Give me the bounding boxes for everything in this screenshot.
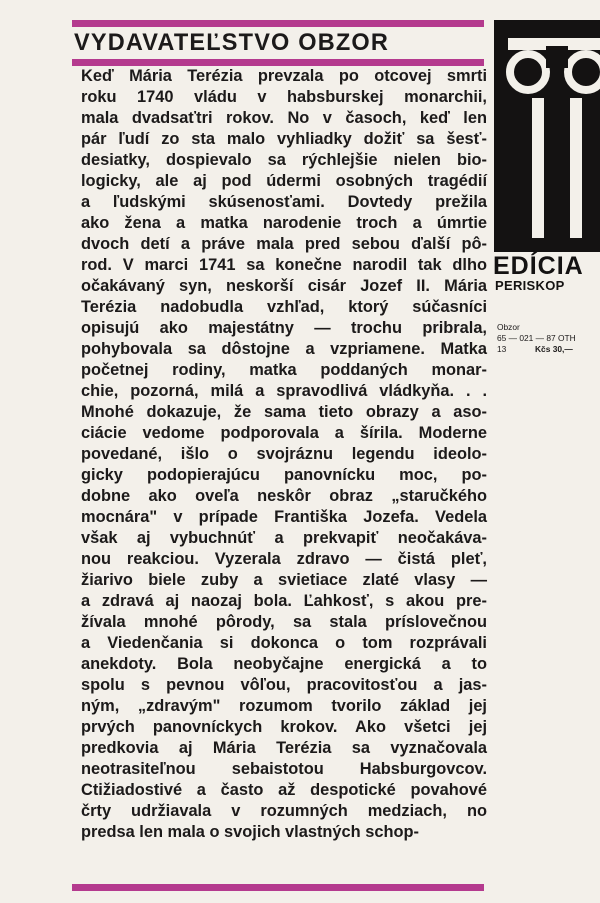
text-line: Keď Mária Terézia prevzala po otcovej smrti <box>81 67 487 85</box>
catalog-number: 13 <box>497 344 507 354</box>
text-line: pár ľudí zo sta malo vyhliadky dožiť sa šesť- <box>81 130 487 148</box>
text-line: pohybovala sa dôstojne a vzpriamene. Matka <box>81 340 487 358</box>
text-line: črty udržiavala v rozumných medziach, no <box>81 802 487 820</box>
text-line: početnej rodiny, matka poddaných monar- <box>81 361 487 379</box>
text-line: neotrasiteľnou sebaistotou Habsburgovcov. <box>81 760 487 778</box>
text-line: ným, „zdravým" rozumom tvorilo základ jej <box>81 697 487 715</box>
text-line: nou reakciou. Vyzerala zdravo — čistá pleť, <box>81 550 487 568</box>
text-line: však aj vybuchnúť a prekvapiť neočakáva- <box>81 529 487 547</box>
text-line: spolu s pevnou vôľou, pracovitosťou a jas- <box>81 676 487 694</box>
bottom-rule <box>72 884 484 891</box>
logo-right-volute <box>568 54 600 90</box>
catalog-price: Kčs 30,— <box>535 344 573 354</box>
text-line: opisujú ako majestátny — trochu pribrala, <box>81 319 487 337</box>
publisher-title: VYDAVATEĽSTVO OBZOR <box>74 29 390 56</box>
text-line: očakávaný syn, neskorší cisár Jozef II. Mária <box>81 277 487 295</box>
series-name-label: PERISKOP <box>495 278 565 293</box>
text-line: chie, pozorná, milá a spravodlivá vládkyňa. . . <box>81 382 487 400</box>
series-edition-label: EDÍCIA <box>493 252 584 280</box>
column-icon <box>494 20 600 252</box>
text-line: Ctižiadostivé a často až despotické povahové <box>81 781 487 799</box>
catalog-info <box>497 322 600 355</box>
catalog-publisher: Obzor <box>497 322 520 332</box>
text-line: gicky podopierajúcu panovnícku moc, po- <box>81 466 487 484</box>
logo-capital-gap <box>546 46 568 68</box>
text-line: rod. V marci 1741 sa konečne narodil tak dlho <box>81 256 487 274</box>
text-line: dobne ako oveľa neskôr obraz „staručkého <box>81 487 487 505</box>
text-line: logicky, ale aj pod údermi osobných tragédií <box>81 172 487 190</box>
text-line: Terézia nadobudla vzhľad, ktorý súčasníci <box>81 298 487 316</box>
text-line: žiarivo biele zuby a svietiace zlaté vlasy — <box>81 571 487 589</box>
text-line: desiatky, dospievalo sa rýchlejšie nielen bio- <box>81 151 487 169</box>
text-line: prvých panovníckych krokov. Ako všetci jej <box>81 718 487 736</box>
header-rule <box>72 59 484 66</box>
logo-column-left <box>532 98 544 238</box>
top-rule <box>72 20 484 27</box>
text-line: mala dvadsaťtri rokov. No v časoch, keď len <box>81 109 487 127</box>
text-line: a Viedenčania si dokonca o tom rozprávali <box>81 634 487 652</box>
logo-column-right <box>570 98 582 238</box>
periskop-logo <box>494 20 600 252</box>
text-line: predsa len mala o svojich vlastných schop- <box>81 823 419 841</box>
text-line: ciácie vedome podporovala a šírila. Moderne <box>81 424 487 442</box>
text-line: Mnohé dokazuje, že sama tieto obrazy a aso- <box>81 403 487 421</box>
text-line: žívala mnohé pôrody, sa stala príslovečnou <box>81 613 487 631</box>
text-line: a zdravá aj naozaj bola. Ľahkosť, s akou pre- <box>81 592 487 610</box>
text-line: predkovia aj Mária Terézia sa vyznačovala <box>81 739 487 757</box>
catalog-code: 65 — 021 — 87 OTH <box>497 333 576 343</box>
text-line: mocnára" v prípade Františka Jozefa. Vedela <box>81 508 487 526</box>
logo-left-volute <box>510 54 546 90</box>
text-line: povedané, išlo o svojráznu legendu ideolo- <box>81 445 487 463</box>
text-line: dvoch detí a práve mala pred sebou ďalší pô- <box>81 235 487 253</box>
text-line: ako žena a matka narodenie troch a úmrtie <box>81 214 487 232</box>
blurb-text <box>81 66 487 843</box>
text-line: a ľudskými skúsenosťami. Dovtedy prežila <box>81 193 487 211</box>
text-line: roku 1740 vládu v habsburskej monarchii, <box>81 88 487 106</box>
text-line: anekdoty. Bola neobyčajne energická a to <box>81 655 487 673</box>
